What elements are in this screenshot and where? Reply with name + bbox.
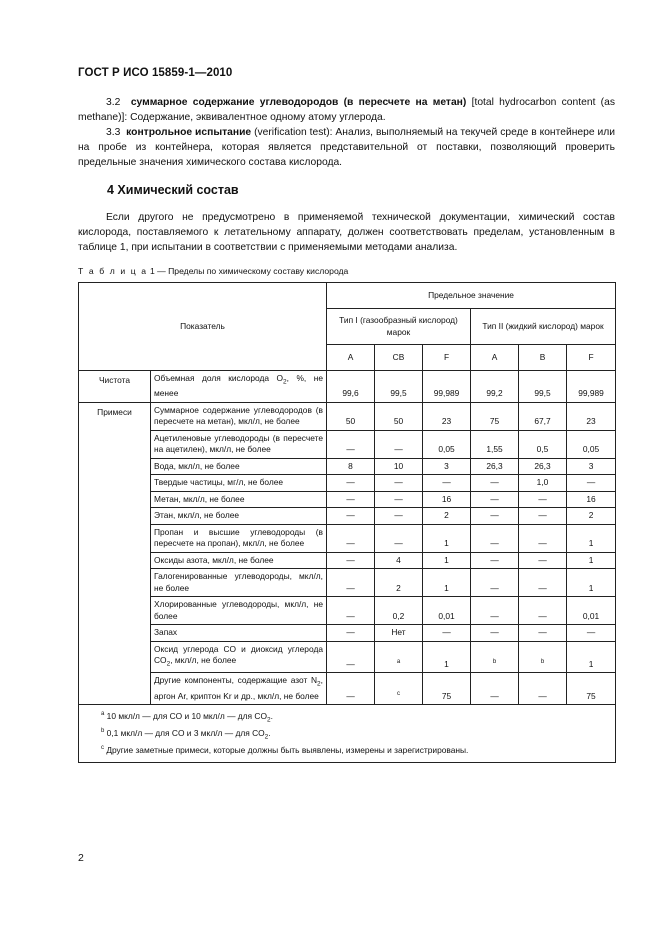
- row-label: Запах: [151, 625, 327, 642]
- table-cell: —: [327, 597, 375, 625]
- table-cell: —: [471, 475, 519, 492]
- table-cell: —: [471, 508, 519, 525]
- table-cell: Нет: [375, 625, 423, 642]
- table-cell: 99,6: [327, 371, 375, 403]
- table-cell: 1: [423, 569, 471, 597]
- table-cell: —: [423, 475, 471, 492]
- definition-3-2-text: [total hydrocarbon content (as methane)]: Содержание, эквивалентное одному атому углерода.: [78, 97, 615, 123]
- definitions-block: [78, 95, 615, 170]
- table-cell: —: [327, 524, 375, 552]
- table-row: [79, 458, 616, 475]
- table-cell: —: [327, 475, 375, 492]
- table-cell: 2: [423, 508, 471, 525]
- table-cell: —: [375, 524, 423, 552]
- table-cell: 75: [567, 673, 616, 705]
- table-cell: —: [471, 552, 519, 569]
- table-row: [79, 430, 616, 458]
- table-cell: —: [375, 430, 423, 458]
- table-cell: —: [519, 625, 567, 642]
- table-cell: 3: [567, 458, 616, 475]
- table-row: [79, 402, 616, 430]
- grade-header: CB: [375, 345, 423, 371]
- group-impurities: Примеси: [79, 402, 151, 704]
- table-cell: 50: [327, 402, 375, 430]
- footnote-ref: b: [540, 659, 545, 666]
- row-label: Метан, мкл/л, не более: [151, 491, 327, 508]
- subscript: 2: [283, 378, 287, 386]
- table-cell: —: [375, 475, 423, 492]
- table-cell: 1: [423, 552, 471, 569]
- table-cell: —: [567, 625, 616, 642]
- table-cell: 99,989: [567, 371, 616, 403]
- row-label-text: Оксид углерода CO и диоксид углерода CO: [154, 643, 323, 666]
- row-label: Твердые частицы, мг/л, не более: [151, 475, 327, 492]
- table-cell: 75: [423, 673, 471, 705]
- row-label-text: Другие компоненты, содержащие азот N: [154, 675, 318, 686]
- table-cell: —: [327, 673, 375, 705]
- row-label-text: Объемная доля кислорода O: [154, 373, 284, 383]
- table-cell: 2: [567, 508, 616, 525]
- subscript: 2: [264, 733, 269, 741]
- footnote-ref: a: [396, 659, 401, 666]
- grade-header: F: [567, 345, 616, 371]
- table-cell: —: [471, 524, 519, 552]
- row-label: [151, 371, 327, 403]
- document-header: ГОСТ Р ИСО 15859-1—2010: [78, 67, 233, 79]
- row-label: Вода, мкл/л, не более: [151, 458, 327, 475]
- row-label: Этан, мкл/л, не более: [151, 508, 327, 525]
- table-cell: —: [423, 625, 471, 642]
- table-cell: —: [471, 569, 519, 597]
- table-row: [79, 552, 616, 569]
- table-footnotes-row: [79, 705, 616, 763]
- definition-3-3: [78, 125, 615, 170]
- table-cell: 50: [375, 402, 423, 430]
- table-cell: —: [519, 597, 567, 625]
- table-cell: 8: [327, 458, 375, 475]
- table-row: [79, 475, 616, 492]
- table-cell: —: [519, 552, 567, 569]
- footnote-text: .: [268, 727, 271, 738]
- table-cell: 23: [423, 402, 471, 430]
- table-caption-text: 1 — Пределы по химическому составу кислорода: [147, 266, 349, 276]
- table-row: [79, 524, 616, 552]
- group-purity: Чистота: [79, 371, 151, 403]
- grade-header: A: [327, 345, 375, 371]
- row-label-text: , аргон Ar, криптон Kr и др., мкл/л, не более: [154, 675, 323, 701]
- table-cell: 23: [567, 402, 616, 430]
- footnote-text: 10 мкл/л — для CO и 10 мкл/л — для CO: [104, 710, 267, 721]
- table-cell: —: [471, 625, 519, 642]
- footnote-text: Другие заметные примеси, которые должны быть выявлены, измерены и зарегистрированы.: [104, 744, 469, 755]
- row-label: Хлорированные углеводороды, мкл/л, не более: [151, 597, 327, 625]
- table-cell: [519, 641, 567, 673]
- row-label: Ацетиленовые углеводороды (в пересчете на ацетилен), мкл/л, не более: [151, 430, 327, 458]
- table-cell: 1: [567, 641, 616, 673]
- table-footnotes: [79, 705, 616, 763]
- table-cell: 0,01: [567, 597, 616, 625]
- table-cell: 99,5: [519, 371, 567, 403]
- table-cell: —: [375, 508, 423, 525]
- table-cell: —: [519, 673, 567, 705]
- table-row-purity: [79, 371, 616, 403]
- table-header-row-1: [79, 283, 616, 309]
- footnote-mark: b: [101, 727, 105, 734]
- table-cell: 99,989: [423, 371, 471, 403]
- footnote-text: .: [270, 710, 273, 721]
- table-cell: 10: [375, 458, 423, 475]
- footnote-a: [101, 709, 593, 726]
- table-cell: 3: [423, 458, 471, 475]
- table-cell: 1: [423, 641, 471, 673]
- table-cell: 75: [471, 402, 519, 430]
- table-cell: —: [519, 569, 567, 597]
- table-cell: 2: [375, 569, 423, 597]
- table-cell: 0,05: [423, 430, 471, 458]
- table-cell: —: [327, 508, 375, 525]
- definition-3-2: [78, 95, 615, 125]
- table-cell: 67,7: [519, 402, 567, 430]
- table-row: [79, 491, 616, 508]
- table-cell: —: [471, 673, 519, 705]
- table-row-other: [79, 673, 616, 705]
- definition-3-2-number: 3.2: [106, 97, 121, 108]
- header-type-1: Тип I (газообразный кислород) марок: [327, 309, 471, 345]
- table-cell: 99,2: [471, 371, 519, 403]
- table-caption-prefix: Т а б л и ц а: [78, 266, 148, 276]
- footnote-ref: b: [492, 659, 497, 666]
- section-title: 4 Химический состав: [107, 183, 239, 197]
- composition-table: [78, 282, 616, 763]
- definition-3-2-term: суммарное содержание углеводородов (в пересчете на метан): [130, 97, 467, 108]
- row-label: [151, 641, 327, 673]
- definition-3-3-term: контрольное испытание: [126, 127, 252, 138]
- table-row: [79, 508, 616, 525]
- subscript: 2: [317, 681, 321, 689]
- table-cell: 16: [567, 491, 616, 508]
- row-label-text: , мкл/л, не более: [170, 655, 237, 666]
- table-cell: [471, 641, 519, 673]
- table-cell: —: [327, 641, 375, 673]
- intro-text: Если другого не предусмотрено в применяемой технической документации, химический состав кислорода, поставляемого к летательному аппарату, должен соответствовать пределам, установленным в таблице 1, при испытании в соответствии с применяемыми методами анализа.: [78, 212, 615, 253]
- table-caption: [78, 266, 348, 276]
- table-row: [79, 625, 616, 642]
- footnote-mark: c: [101, 744, 104, 751]
- grade-header: A: [471, 345, 519, 371]
- table-cell: 1,55: [471, 430, 519, 458]
- row-label: [151, 673, 327, 705]
- table-cell: —: [327, 569, 375, 597]
- footnote-text: 0,1 мкл/л — для CO и 3 мкл/л — для CO: [104, 727, 265, 738]
- header-indicator: Показатель: [79, 283, 327, 371]
- table-cell: 0,05: [567, 430, 616, 458]
- table-cell: 1: [567, 524, 616, 552]
- intro-paragraph: [78, 210, 615, 255]
- row-label: Суммарное содержание углеводородов (в пересчете на метан), мкл/л, не более: [151, 402, 327, 430]
- table-cell: —: [519, 524, 567, 552]
- subscript: 2: [266, 716, 271, 724]
- table-cell: —: [327, 552, 375, 569]
- table-cell: 0,2: [375, 597, 423, 625]
- row-label: Галогенированные углеводороды, мкл/л, не более: [151, 569, 327, 597]
- table-cell: 99,5: [375, 371, 423, 403]
- grade-header: F: [423, 345, 471, 371]
- table-cell: 0,01: [423, 597, 471, 625]
- table-cell: 1: [567, 569, 616, 597]
- header-limit: Предельное значение: [327, 283, 616, 309]
- table-cell: 26,3: [519, 458, 567, 475]
- table-cell: [375, 673, 423, 705]
- table-cell: —: [327, 491, 375, 508]
- footnote-b: [101, 726, 593, 743]
- row-label-text: , %, не менее: [154, 373, 323, 399]
- footnote-mark: a: [101, 711, 105, 718]
- footnote-ref: c: [397, 690, 400, 697]
- table-row-co: [79, 641, 616, 673]
- table-row: [79, 569, 616, 597]
- table-cell: 1,0: [519, 475, 567, 492]
- table-cell: [375, 641, 423, 673]
- table-cell: —: [567, 475, 616, 492]
- table-row: [79, 597, 616, 625]
- footnote-c: [101, 743, 593, 756]
- page-number: 2: [78, 852, 84, 864]
- row-label: Оксиды азота, мкл/л, не более: [151, 552, 327, 569]
- definition-3-3-text: (verification test): Анализ, выполняемый на текучей среде в контейнере или на пробе из контейнера, которая является представительной от поставки, позволяющий проверить предельные значения химического состава кислорода.: [78, 127, 615, 168]
- table-cell: —: [519, 491, 567, 508]
- table-cell: 0,5: [519, 430, 567, 458]
- table-cell: —: [375, 491, 423, 508]
- table-cell: —: [471, 491, 519, 508]
- table-cell: —: [519, 508, 567, 525]
- table-cell: 1: [423, 524, 471, 552]
- table-cell: 1: [567, 552, 616, 569]
- table-cell: —: [327, 430, 375, 458]
- table-cell: —: [471, 597, 519, 625]
- definition-3-3-number: 3.3: [106, 127, 121, 138]
- table-cell: 26,3: [471, 458, 519, 475]
- grade-header: B: [519, 345, 567, 371]
- table-cell: 4: [375, 552, 423, 569]
- row-label: Пропан и высшие углеводороды (в пересчете на пропан), мкл/л, не более: [151, 524, 327, 552]
- subscript: 2: [166, 660, 171, 668]
- table-cell: 16: [423, 491, 471, 508]
- header-type-2: Тип II (жидкий кислород) марок: [471, 309, 616, 345]
- table-cell: —: [327, 625, 375, 642]
